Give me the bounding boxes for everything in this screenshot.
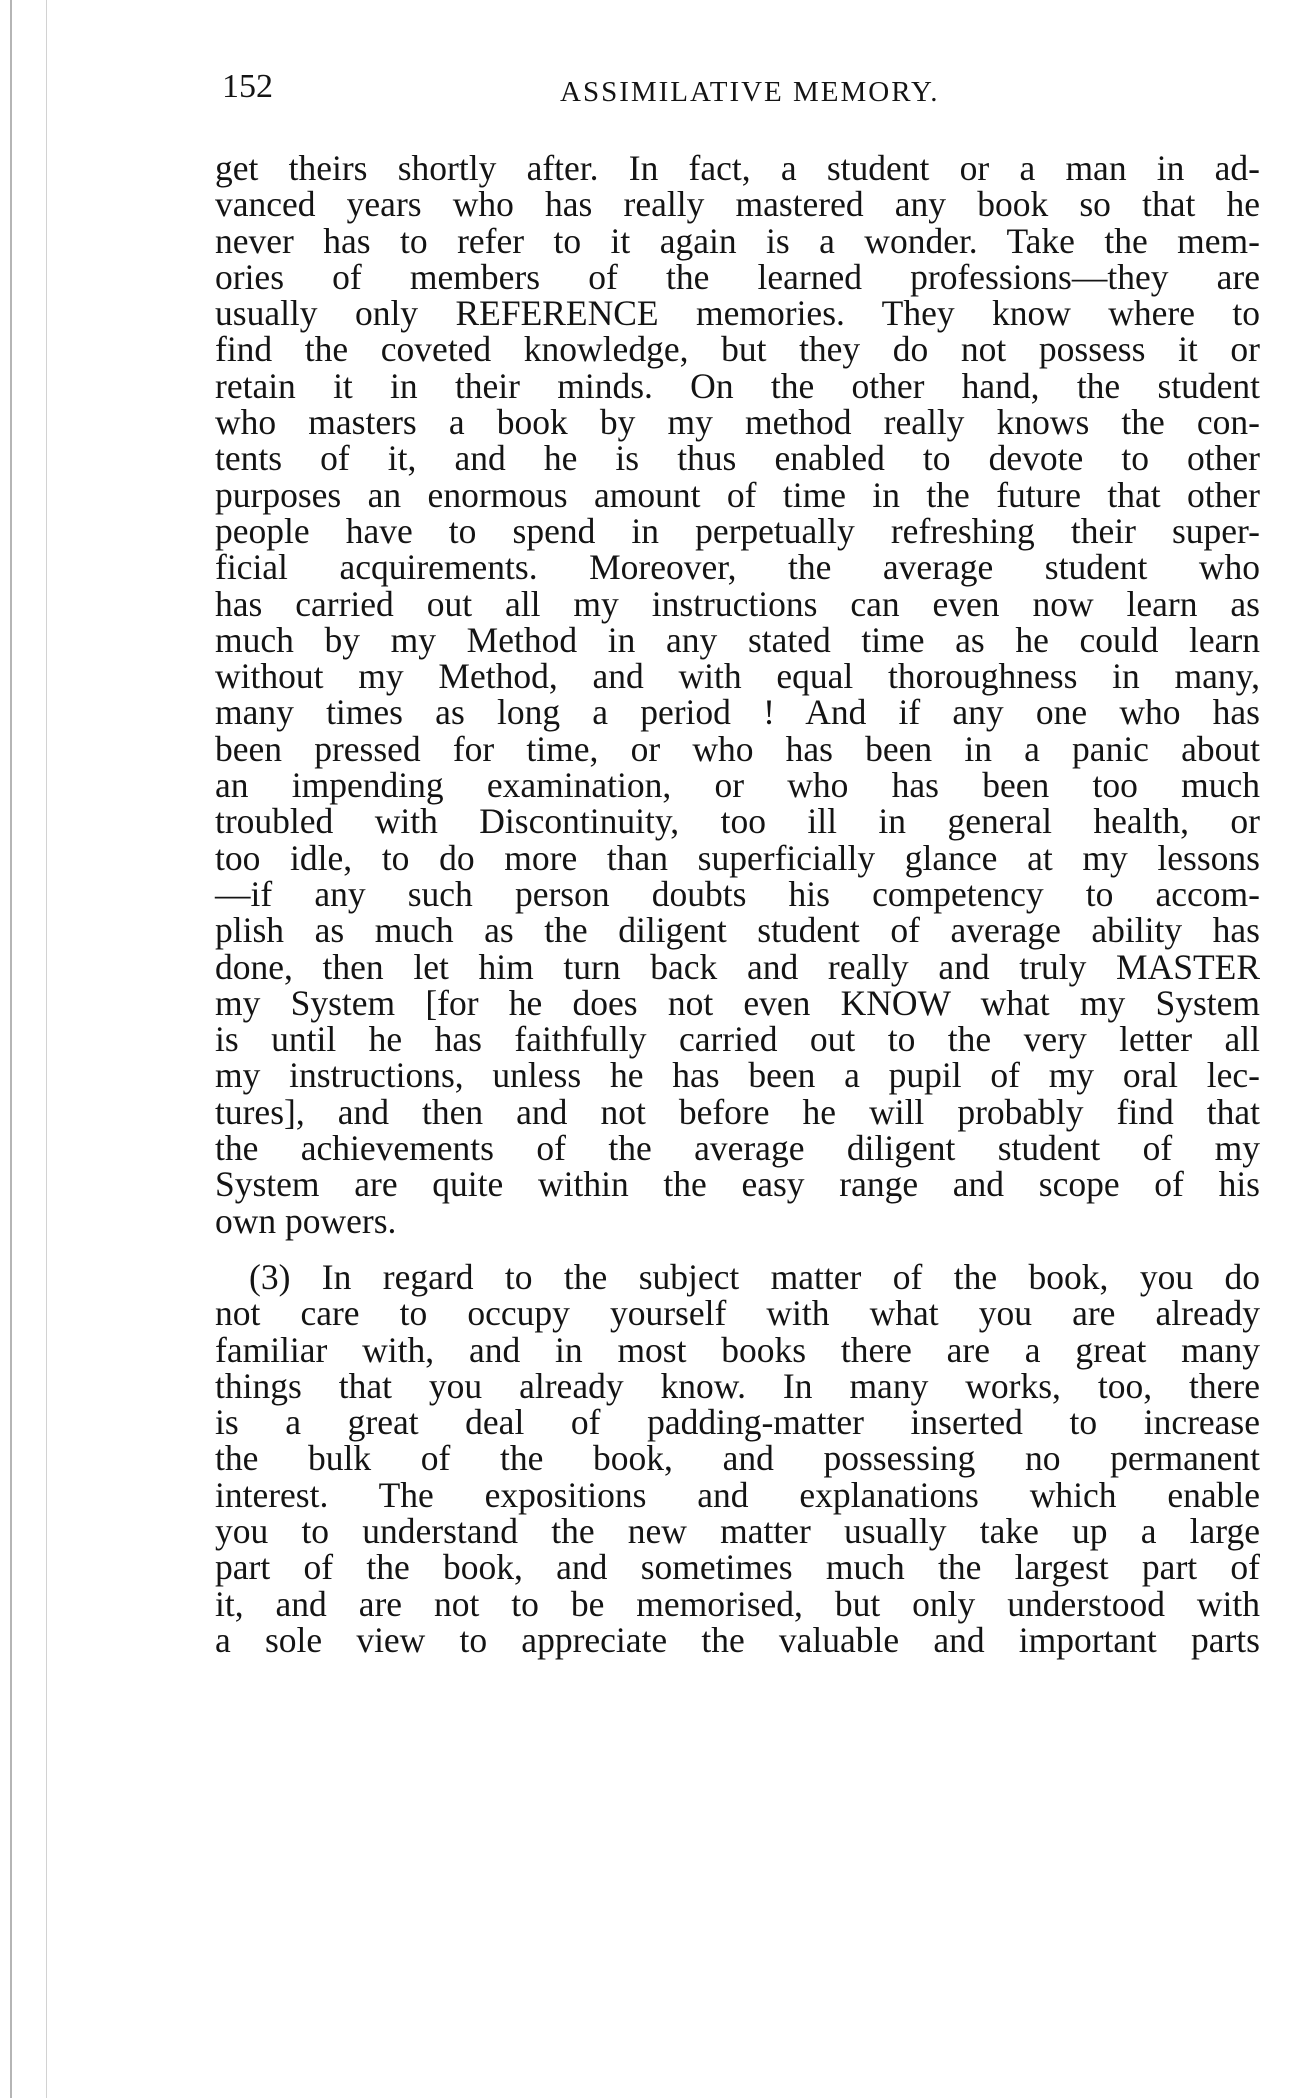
- scan-margin-line: [10, 0, 12, 2098]
- text-line: it, and are not to be memorised, but only understood with: [215, 1583, 1260, 1624]
- text-line: —if any such person doubts his competency to accom-: [215, 873, 1260, 914]
- text-line: many times as long a period ! And if any one who has: [215, 692, 1260, 733]
- body-text: [215, 150, 1260, 1658]
- text-line: my System [for he does not even KNOW what my System: [215, 982, 1260, 1023]
- text-line: part of the book, and sometimes much the largest part of: [215, 1547, 1260, 1588]
- paragraph-2: [215, 1256, 1260, 1660]
- text-line: purposes an enormous amount of time in the future that other: [215, 474, 1260, 515]
- text-line: not care to occupy yourself with what you are already: [215, 1293, 1260, 1334]
- text-line: who masters a book by my method really knows the con-: [215, 402, 1260, 443]
- text-line: never has to refer to it again is a wonder. Take the mem-: [215, 220, 1260, 261]
- text-line: my instructions, unless he has been a pupil of my oral lec-: [215, 1055, 1260, 1096]
- text-line: has carried out all my instructions can even now learn as: [215, 583, 1260, 624]
- text-line: been pressed for time, or who has been in a panic about: [215, 728, 1260, 769]
- page-number: 152: [222, 68, 273, 105]
- text-line: is a great deal of padding-matter inserted to increase: [215, 1402, 1260, 1443]
- text-line: vanced years who has really mastered any book so that he: [215, 184, 1260, 225]
- text-line: System are quite within the easy range and scope of his: [215, 1164, 1260, 1205]
- text-line: tures], and then and not before he will probably find that: [215, 1091, 1260, 1132]
- text-line: the bulk of the book, and possessing no permanent: [215, 1438, 1260, 1479]
- scan-margin-line-inner: [46, 0, 47, 2098]
- paragraph-gap: [215, 1239, 1260, 1259]
- text-line: (3) In regard to the subject matter of the book, you do: [249, 1256, 1260, 1297]
- text-line: much by my Method in any stated time as he could learn: [215, 619, 1260, 660]
- text-line: ficial acquirements. Moreover, the average student who: [215, 547, 1260, 588]
- running-head: ASSIMILATIVE MEMORY.: [560, 76, 940, 108]
- text-line: ories of members of the learned professions—they are: [215, 256, 1260, 297]
- text-line: without my Method, and with equal thoroughness in many,: [215, 656, 1260, 697]
- text-line: usually only REFERENCE memories. They know where to: [215, 293, 1260, 334]
- text-line: interest. The expositions and explanations which enable: [215, 1474, 1260, 1515]
- text-line: people have to spend in perpetually refreshing their super-: [215, 510, 1260, 551]
- text-line: a sole view to appreciate the valuable and important parts: [215, 1619, 1260, 1660]
- text-line: an impending examination, or who has been too much: [215, 765, 1260, 806]
- text-line: troubled with Discontinuity, too ill in general health, or: [215, 801, 1260, 842]
- text-line: find the coveted knowledge, but they do not possess it or: [215, 329, 1260, 370]
- text-line: is until he has faithfully carried out to the very letter all: [215, 1019, 1260, 1060]
- text-line: plish as much as the diligent student of average ability has: [215, 910, 1260, 951]
- text-line: get theirs shortly after. In fact, a student or a man in ad-: [215, 148, 1260, 188]
- paragraph-1: [215, 150, 1260, 1239]
- text-line: familiar with, and in most books there are a great many: [215, 1329, 1260, 1370]
- text-line: done, then let him turn back and really and truly MASTER: [215, 946, 1260, 987]
- page-header: [222, 68, 1252, 118]
- text-line: things that you already know. In many works, too, there: [215, 1365, 1260, 1406]
- text-line: own powers.: [215, 1200, 397, 1241]
- text-line: retain it in their minds. On the other hand, the student: [215, 365, 1260, 406]
- text-line: too idle, to do more than superficially glance at my lessons: [215, 837, 1260, 878]
- text-line: the achievements of the average diligent student of my: [215, 1128, 1260, 1169]
- text-line: you to understand the new matter usually take up a large: [215, 1510, 1260, 1551]
- text-line: tents of it, and he is thus enabled to devote to other: [215, 438, 1260, 479]
